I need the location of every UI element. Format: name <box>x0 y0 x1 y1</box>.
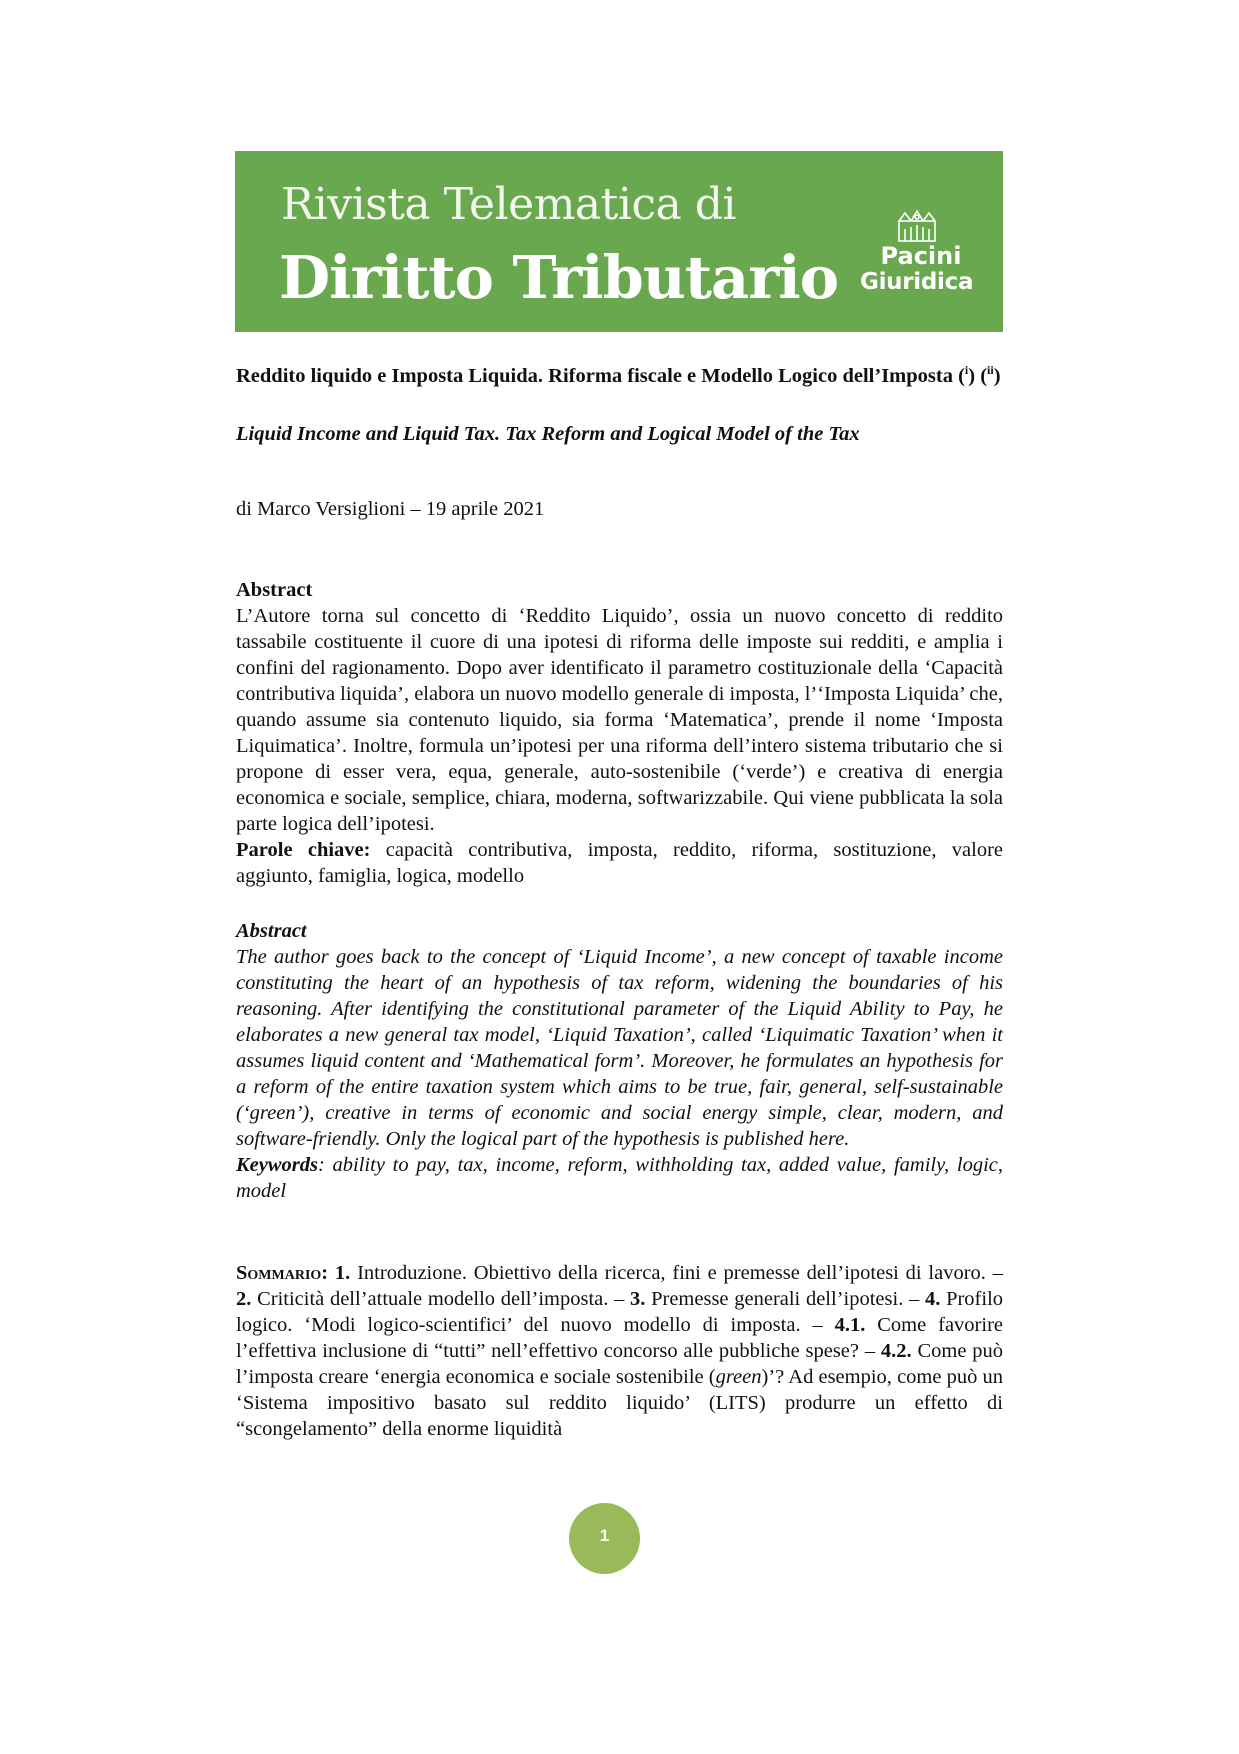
toc-item-1: Introduzione. Obiettivo della ricerca, fini e premesse dell’ipotesi di lavoro. – <box>350 1261 1003 1284</box>
journal-title-line1: Rivista Telematica di <box>281 179 737 230</box>
toc-item-4-2a: Come può l’imposta creare ‘energia economica e sociale sostenibile ( <box>236 1339 1003 1388</box>
journal-banner <box>235 151 1003 332</box>
abstract-heading-italian: Abstract <box>236 578 313 601</box>
toc-item-3: Premesse generali dell’ipotesi. – <box>645 1287 925 1310</box>
article-subtitle-english: Liquid Income and Liquid Tax. Tax Reform and Logical Model of the Tax <box>236 422 860 445</box>
toc-number-2: 2. <box>236 1287 252 1310</box>
toc-item-4-2-green: green <box>715 1365 762 1388</box>
toc-item-4-1: Come favorire l’effettiva inclusione di “tutti” nell’effettivo concorso alle pubbliche spese? – <box>236 1313 1003 1362</box>
keywords-italian <box>236 837 1003 889</box>
toc-number-3: 3. <box>630 1287 646 1310</box>
keywords-label-english: Keywords <box>236 1153 318 1176</box>
abstract-text-english: The author goes back to the concept of ‘Liquid Income’, a new concept of taxable income constituting the heart of an hypothesis of tax reform, widening the boundaries of his reasoning. After identifying the constitutional parameter of the Liquid Ability to Pay, he elaborates a new general tax model, ‘Liquid Taxation’, called ‘Liquimatic Taxation’ when it assumes liquid content and ‘Mathematical form’. Moreover, he formulates an hypothesis for a reform of the entire taxation system which aims to be true, fair, general, self-sustainable (‘green’), creative in terms of economic and social energy simple, clear, modern, and software-friendly. Only the logical part of the hypothesis is published here. <box>236 945 1003 1150</box>
footnote-ref-i[interactable]: i <box>964 363 969 377</box>
publisher-name-line2: Giuridica <box>860 269 974 295</box>
author-date-line: di Marco Versiglioni – 19 aprile 2021 <box>236 497 545 520</box>
toc-number-4-2: 4.2. <box>880 1339 912 1362</box>
toc-item-4-2b: )’? Ad esempio, come può un ‘Sistema impositivo basato sul reddito liquido’ (LITS) produrre un effetto di “scongelamento” della enorme liquidità <box>236 1365 1003 1440</box>
toc-number-1: 1. <box>334 1261 351 1284</box>
page-number-badge: 1 <box>569 1503 640 1574</box>
publisher-logo <box>860 207 974 307</box>
journal-title-line2: Diritto Tributario <box>279 243 839 312</box>
footnote-ref-ii[interactable]: ii <box>987 363 994 377</box>
publisher-emblem-icon <box>896 207 938 245</box>
toc-label: Sommario: <box>236 1261 329 1284</box>
abstract-heading-english: Abstract <box>236 919 307 942</box>
keywords-list-english: : ability to pay, tax, income, reform, withholding tax, added value, family, logic, model <box>236 1153 1003 1202</box>
toc-item-2: Criticità dell’attuale modello dell’imposta. – <box>251 1287 631 1310</box>
toc-number-4: 4. <box>924 1287 941 1310</box>
keywords-label-italian: Parole chiave: <box>236 838 371 861</box>
article-title: Reddito liquido e Imposta Liquida. Riforma fiscale e Modello Logico dell’Imposta ($^i$) ($^{ii}$) <box>236 363 1001 387</box>
article-title-text: Reddito liquido e Imposta Liquida. Riforma fiscale e Modello Logico dell’Imposta <box>236 364 953 387</box>
table-of-contents <box>236 1260 1003 1442</box>
abstract-text-italian: L’Autore torna sul concetto di ‘Reddito Liquido’, ossia un nuovo concetto di reddito tassabile costituente il cuore di una ipotesi di riforma delle imposte sui redditi, e amplia i confini del ragionamento. Dopo aver identificato il parametro costituzionale della ‘Capacità contributiva liquida’, elabora un nuovo modello generale di imposta, l’‘Imposta Liquida’ che, quando assume sia contenuto liquido, sia forma ‘Matematica’, prende il nome ‘Imposta Liquimatica’. Inoltre, formula un’ipotesi per una riforma dell’intero sistema tributario che si propone di esser vera, equa, generale, auto-sostenibile (‘verde’) e creativa di energia economica e sociale, semplice, chiara, moderna, softwarizzabile. Qui viene pubblicata la sola parte logica dell’ipotesi. <box>236 604 1004 835</box>
article-body <box>236 357 1003 1442</box>
keywords-list-italian: capacità contributiva, imposta, reddito, riforma, sostituzione, valore aggiunto, famiglia, logica, modello <box>236 838 1003 887</box>
publisher-name-line1: Pacini <box>880 242 962 270</box>
toc-number-4-1: 4.1. <box>834 1313 866 1336</box>
keywords-english <box>236 1152 1003 1204</box>
toc-item-4: Profilo logico. ‘Modi logico-scientifici’ del nuovo modello di imposta. – <box>236 1287 1004 1336</box>
